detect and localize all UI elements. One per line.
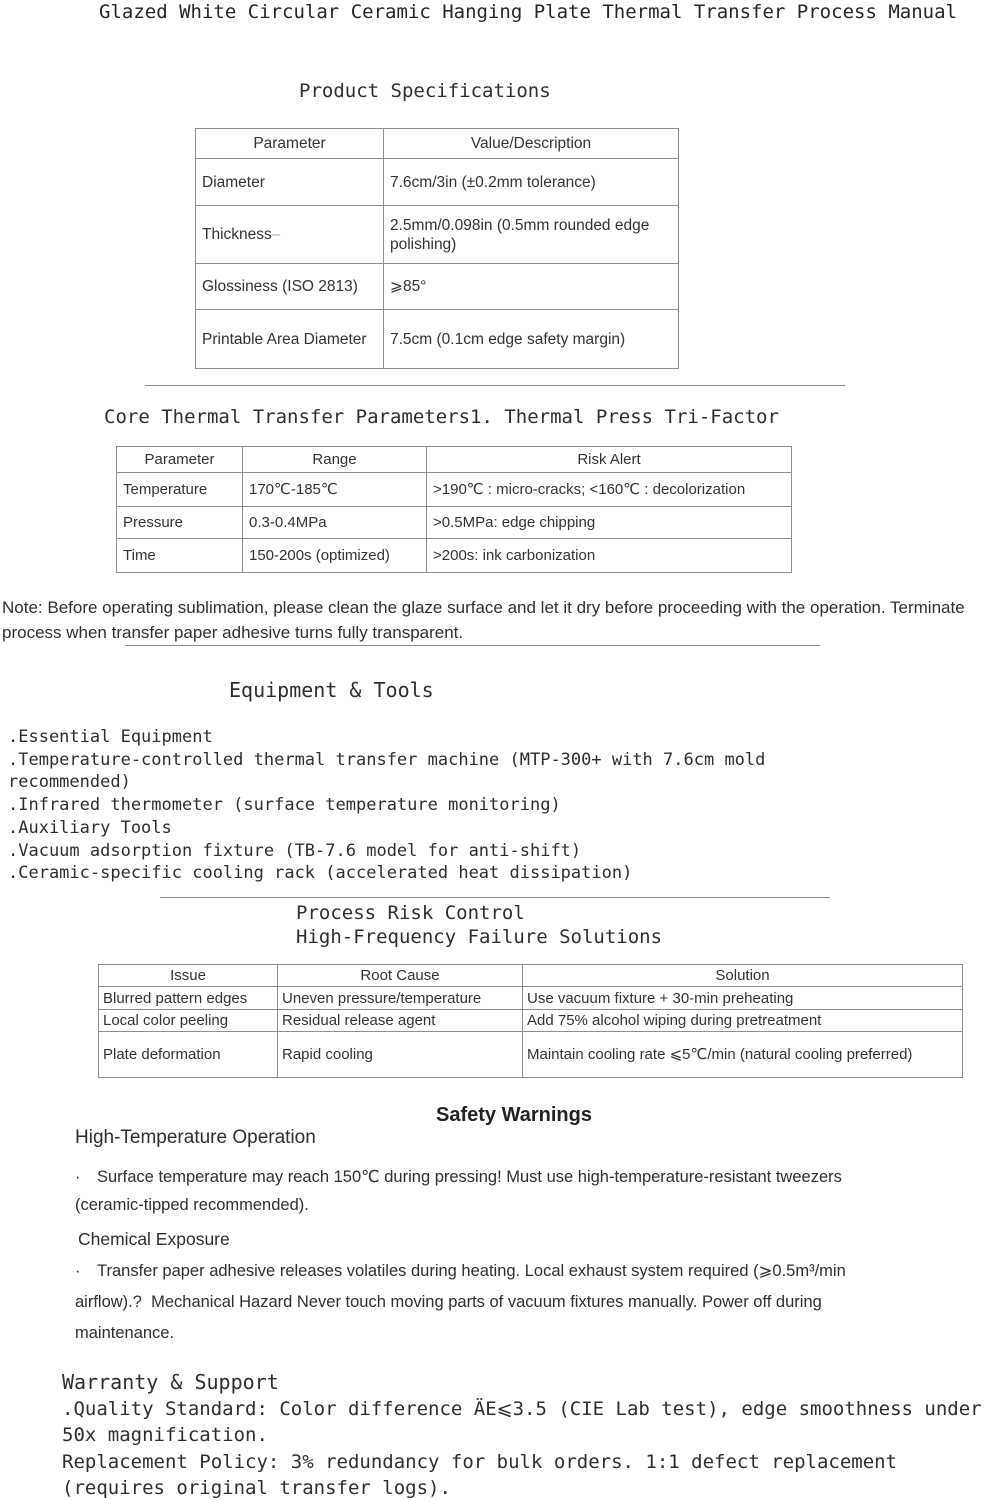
spec-value-cell: ⩾85° [384,264,679,310]
core-header-risk: Risk Alert [427,447,792,473]
high-temperature-subheading: High-Temperature Operation [75,1127,316,1148]
warranty-line: 50x magnification. [62,1424,268,1447]
warranty-text-block [62,1396,982,1500]
core-param-cell: Temperature [117,473,243,507]
note-underline [125,645,820,646]
failure-cause-cell: Residual release agent [278,1010,523,1032]
failure-issue-cell: Plate deformation [99,1032,278,1078]
thickness-label: Thickness [202,226,272,243]
core-risk-cell: >0.5MPa: edge chipping [427,507,792,539]
equipment-line: .Vacuum adsorption fixture (TB-7.6 model for anti-shift) [8,840,582,861]
bullet-dot: · [75,1168,81,1186]
equipment-line: recommended) [8,772,131,793]
warranty-line: Replacement Policy: 3% redundancy for bulk orders. 1:1 defect replacement [62,1450,898,1473]
spec-value-cell: 7.5cm (0.1cm edge safety margin) [384,310,679,369]
table-row [117,473,792,507]
risk-section-heading [296,902,662,949]
spec-param-cell: Glossiness (ISO 2813) [196,264,384,310]
table-row [117,539,792,573]
core-param-cell: Time [117,539,243,573]
table-row [99,1032,963,1078]
spec-param-cell: Diameter [196,159,384,206]
chemical-exposure-bullet [75,1256,846,1349]
table-row [196,264,679,310]
chemical-exposure-subheading: Chemical Exposure [78,1229,230,1249]
spec-param-cell [196,206,384,264]
failure-header-solution: Solution [523,965,963,987]
warranty-line: .Quality Standard: Color difference ÄE⩽3.5 (CIE Lab test), edge smoothness under [62,1398,982,1420]
spec-value-cell: 7.6cm/3in (±0.2mm tolerance) [384,159,679,206]
spec-table [195,128,679,369]
core-range-cell: 170℃-185℃ [243,473,427,507]
equipment-list [8,726,765,885]
failure-issue-cell: Blurred pattern edges [99,987,278,1010]
failure-solution-cell: Maintain cooling rate ⩽5℃/min (natural cooling preferred) [523,1032,963,1078]
table-row [117,507,792,539]
failure-cause-cell: Uneven pressure/temperature [278,987,523,1010]
core-range-cell: 150-200s (optimized) [243,539,427,573]
core-param-cell: Pressure [117,507,243,539]
core-risk-cell: >200s: ink carbonization [427,539,792,573]
bullet-line [75,1256,846,1287]
failure-cause-cell: Rapid cooling [278,1032,523,1078]
spec-section-heading: Product Specifications [299,80,551,102]
risk-heading-line: Process Risk Control [296,902,525,924]
failure-table-header-row [99,965,963,987]
equipment-section-heading: Equipment & Tools [229,678,434,702]
divider [145,385,845,386]
equipment-line: .Infrared thermometer (surface temperature monitoring) [8,795,561,816]
core-parameters-table [116,446,792,573]
table-row [196,310,679,369]
core-header-range: Range [243,447,427,473]
failure-header-issue: Issue [99,965,278,987]
table-row [99,1010,963,1032]
spec-table-header-row [196,129,679,159]
bullet-text: Transfer paper adhesive releases volatiles during heating. Local exhaust system required (⩾0.5m³/min [97,1262,846,1280]
table-row [196,159,679,206]
equipment-line: .Auxiliary Tools [8,817,172,838]
document-title: Glazed White Circular Ceramic Hanging Plate Thermal Transfer Process Manual [99,1,957,23]
failure-solutions-table [98,964,963,1078]
bullet-line [75,1164,842,1192]
spec-param-cell: Printable Area Diameter [196,310,384,369]
risk-heading-line: High-Frequency Failure Solutions [296,925,663,948]
high-temperature-bullet [75,1164,842,1219]
bullet-line: maintenance. [75,1324,175,1342]
core-table-header-row [117,447,792,473]
core-header-parameter: Parameter [117,447,243,473]
failure-solution-cell: Add 75% alcohol wiping during pretreatment [523,1010,963,1032]
table-row [196,206,679,264]
core-risk-cell: >190℃ : micro-cracks; <160℃ : decolorization [427,473,792,507]
bullet-line: airflow).? Mechanical Hazard Never touch moving parts of vacuum fixtures manually. Power off during [75,1293,822,1311]
table-row [99,987,963,1010]
failure-header-cause: Root Cause [278,965,523,987]
divider [160,897,830,898]
equipment-line: .Essential Equipment [8,727,213,747]
spec-header-parameter: Parameter [196,129,384,159]
core-section-heading: Core Thermal Transfer Parameters1. Thermal Press Tri-Factor [104,406,779,428]
equipment-line: .Ceramic-specific cooling rack (accelerated heat dissipation) [8,863,633,884]
bullet-line: (ceramic-tipped recommended). [75,1195,309,1214]
bullet-dot: · [75,1262,81,1280]
spec-value-cell: 2.5mm/0.098in (0.5mm rounded edge polishing) [384,206,679,264]
core-range-cell: 0.3-0.4MPa [243,507,427,539]
failure-issue-cell: Local color peeling [99,1010,278,1032]
green-dash: – [271,226,281,243]
warranty-line: (requires original transfer logs). [62,1476,451,1499]
equipment-line: .Temperature-controlled thermal transfer machine (MTP-300+ with 7.6cm mold [8,749,766,770]
safety-section-heading: Safety Warnings [436,1104,592,1126]
note-paragraph: Note: Before operating sublimation, please clean the glaze surface and let it dry before proceeding with the operation. Terminate process when transfer paper adhesive turns fully transparent. [2,598,965,642]
warranty-section-heading: Warranty & Support [62,1370,279,1394]
failure-solution-cell: Use vacuum fixture + 30-min preheating [523,987,963,1010]
bullet-text: Surface temperature may reach 150℃ during pressing! Must use high-temperature-resistant tweezers [97,1168,842,1186]
spec-header-value: Value/Description [384,129,679,159]
